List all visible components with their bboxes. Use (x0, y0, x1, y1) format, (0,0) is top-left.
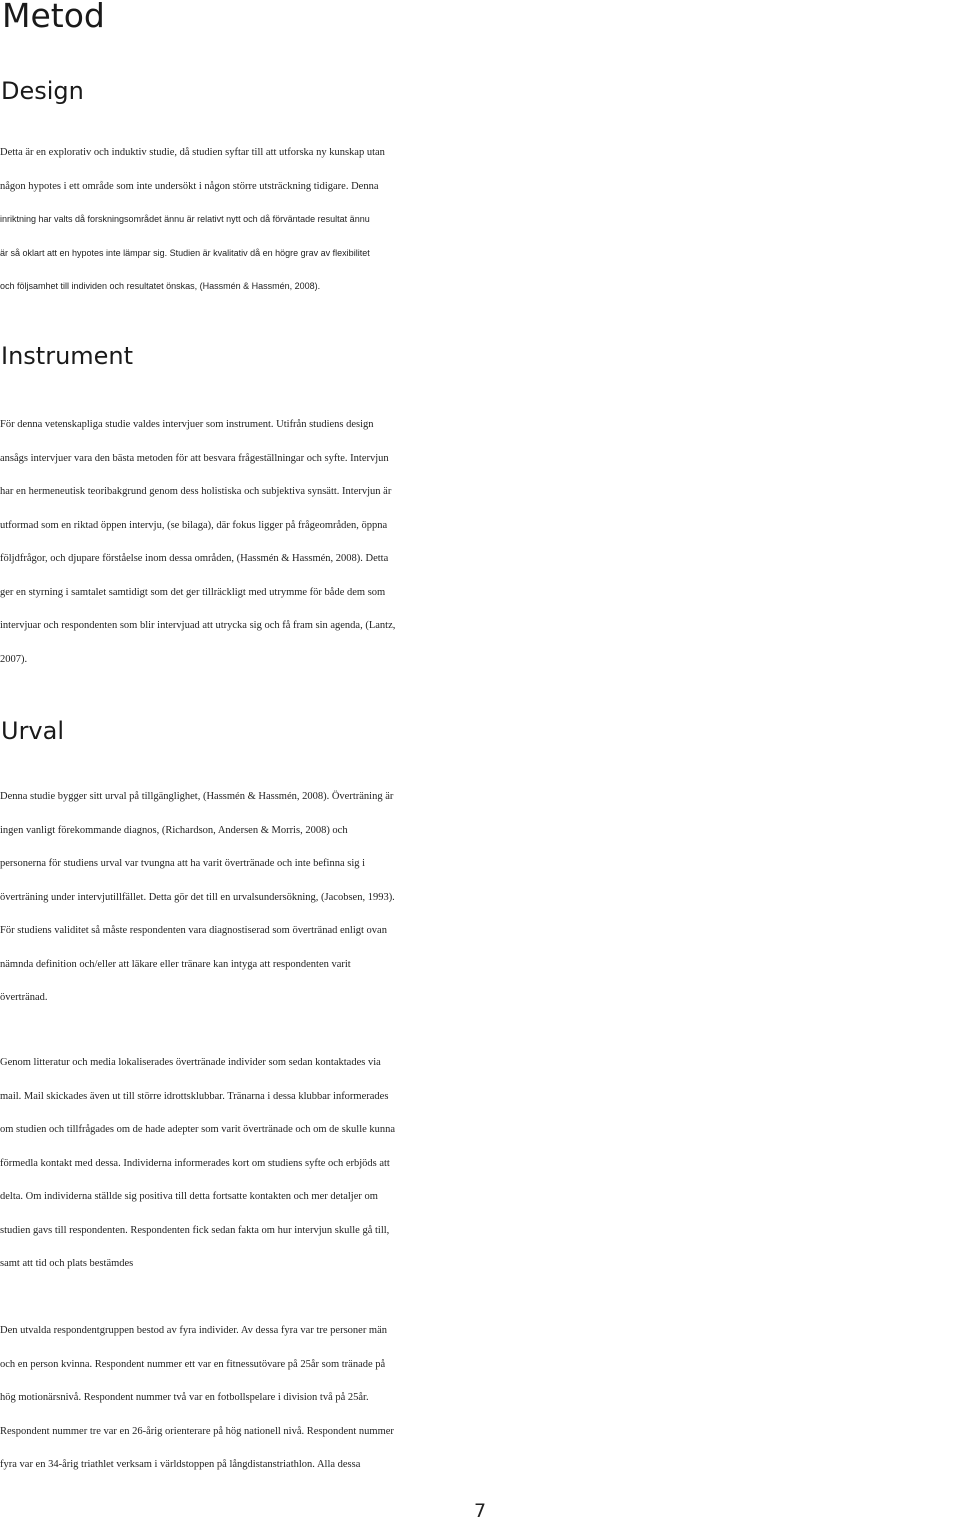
text-line: överträning under intervjutillfället. Detta gör det till en urvalsundersökning, (Jacobsen, 1993). (0, 891, 395, 903)
text-line: har en hermeneutisk teoribakgrund genom dess holistiska och subjektiva synsätt. Intervjun är (0, 486, 392, 497)
text-line: och följsamhet till individen och resultatet önskas, (Hassmén & Hassmén, 2008). (0, 281, 321, 291)
paragraph-design (0, 136, 960, 304)
text-line: ger en styrning i samtalet samtidigt som det ger tillräckligt med utrymme för både dem som (0, 586, 386, 598)
text-line: förmedla kontakt med dessa. Individerna informerades kort om studiens syfte och erbjöds att (0, 1157, 390, 1169)
text-line: intervjuar och respondenten som blir intervjuad att utrycka sig och få fram sin agenda, (Lantz, (0, 620, 396, 631)
text-line: samt att tid och plats bestämdes (0, 1258, 134, 1269)
text-line: är så oklart att en hypotes inte lämpar sig. Studien är kvalitativ då en högre grav av flexibilitet (0, 247, 370, 258)
text-line: Detta är en explorativ och induktiv studie, då studien syftar till att utforska ny kunskap utan (0, 147, 385, 158)
text-line: För studiens validitet så måste respondenten vara diagnostiserad som övertränad enligt ovan (0, 925, 387, 936)
text-line: utformad som en riktad öppen intervju, (se bilaga), där fokus ligger på frågeområden, öppna (0, 519, 388, 531)
paragraph-urval-1 (0, 780, 960, 1015)
text-line: om studien och tillfrågades om de hade adepter som varit övertränade och om de skulle kunna (0, 1124, 396, 1135)
text-line: 2007). (0, 653, 28, 665)
text-line: Denna studie bygger sitt urval på tillgänglighet, (Hassmén & Hassmén, 2008). Överträning är (0, 791, 394, 802)
text-line: Respondent nummer tre var en 26-årig orienterare på hög nationell nivå. Respondent nummer (0, 1425, 394, 1437)
text-line: personerna för studiens urval var tvungna att ha varit övertränade och inte befinna sig i (0, 858, 366, 869)
text-line: följdfrågor, och djupare förståelse inom dessa områden, (Hassmén & Hassmén, 2008). Detta (0, 553, 389, 564)
text-line: studien gavs till respondenten. Respondenten fick sedan fakta om hur intervjun skulle gå till, (0, 1224, 390, 1236)
paragraph-urval-2 (0, 1046, 960, 1281)
text-line: mail. Mail skickades även ut till större idrottsklubbar. Tränarna i dessa klubbar informerades (0, 1090, 389, 1102)
text-line: delta. Om individerna ställde sig positiva till detta fortsatte kontakten och mer detaljer om (0, 1191, 378, 1202)
section-heading-instrument: Instrument (1, 342, 134, 370)
text-line: Den utvalda respondentgruppen bestod av fyra individer. Av dessa fyra var tre personer män (0, 1325, 388, 1336)
text-line: ansågs intervjuer vara den bästa metoden för att besvara frågeställningar och syfte. Intervjun (0, 452, 389, 464)
paragraph-urval-3 (0, 1314, 960, 1482)
section-heading-urval: Urval (1, 717, 65, 745)
text-line: övertränad. (0, 992, 48, 1003)
text-line: För denna vetenskapliga studie valdes intervjuer som instrument. Utifrån studiens design (0, 419, 374, 430)
paragraph-instrument (0, 408, 960, 676)
text-line: någon hypotes i ett område som inte undersökt i någon större utsträckning tidigare. Denna (0, 180, 379, 192)
text-line: ingen vanligt förekommande diagnos, (Richardson, Andersen & Morris, 2008) och (0, 824, 348, 836)
text-line: och en person kvinna. Respondent nummer ett var en fitnessutövare på 25år som tränade på (0, 1358, 386, 1370)
text-line: fyra var en 34-årig triathlet verksam i världstoppen på långdistanstriathlon. Alla dessa (0, 1459, 361, 1470)
text-line: nämnda definition och/eller att läkare eller tränare kan intyga att respondenten varit (0, 958, 351, 970)
text-line: inriktning har valts då forskningsområdet ännu är relativt nytt och då förväntade resultat ännu (0, 214, 370, 224)
text-line: hög motionärsnivå. Respondent nummer två var en fotbollspelare i division två på 25år. (0, 1392, 369, 1403)
page-number: 7 (473, 1500, 487, 1522)
text-line: Genom litteratur och media lokaliserades övertränade individer som sedan kontaktades via (0, 1057, 381, 1068)
section-heading-design: Design (1, 77, 84, 105)
page-title: Metod (2, 0, 105, 35)
